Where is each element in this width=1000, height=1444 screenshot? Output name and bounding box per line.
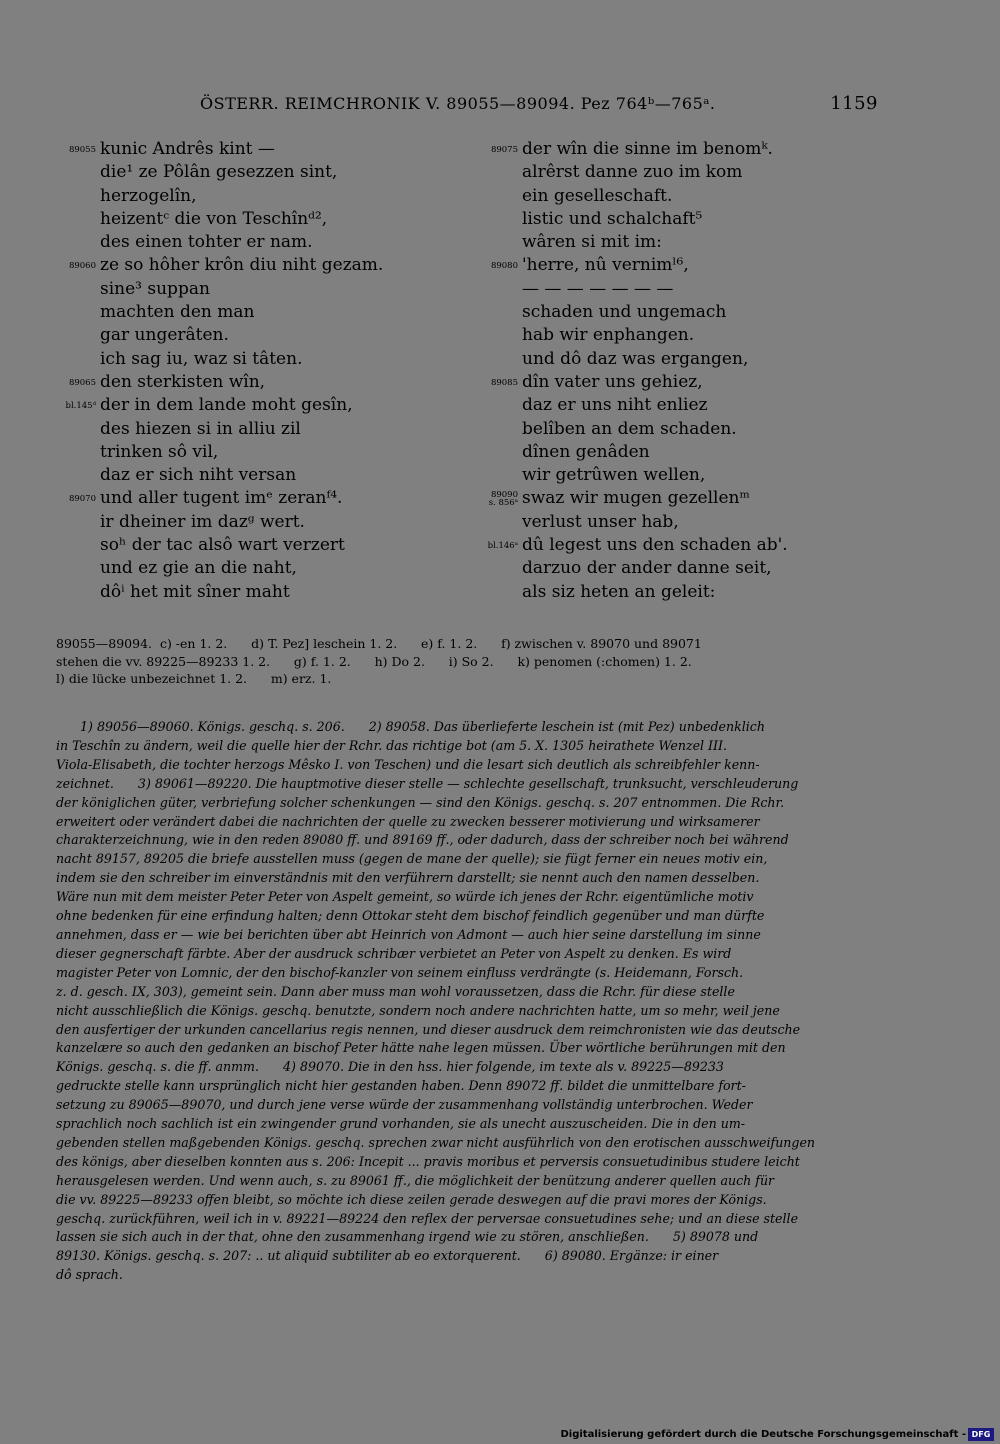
verse-text: wâren si mit im: bbox=[522, 232, 662, 253]
verse-text: der in dem lande moht gesîn, bbox=[100, 395, 353, 416]
note-line: die vv. 89225—89233 offen bleibt, so möchte ich diese zeilen gerade deswegen auf die pravi mores der Königs. bbox=[56, 1191, 767, 1207]
verse-text: sine³ suppan bbox=[100, 278, 210, 299]
verse-number: 89085 bbox=[490, 377, 518, 388]
note-line: zeichnet. 3) 89061—89220. Die hauptmotive dieser stelle — schlechte gesellschaft, trunksucht, verschleuderung bbox=[56, 775, 799, 791]
note-line: ohne bedenken für eine erfindung halten; denn Ottokar steht dem bischof feindlich gegenüber und man dürfte bbox=[56, 908, 765, 924]
verse-number: bl.146ᵃ bbox=[487, 541, 518, 552]
note-line: lassen sie sich auch in der that, ohne den zusammenhang irgend wie zu stören, anschließen. 5) 89078 und bbox=[56, 1229, 759, 1245]
footer bbox=[0, 1428, 998, 1442]
verse-text: gar ungerâten. bbox=[100, 325, 229, 346]
verse-column-right bbox=[470, 138, 880, 604]
note-line: magister Peter von Lomnic, der den bischof-kanzler von seinem einfluss verdrängte (s. Heidemann, Forsch. bbox=[56, 964, 744, 980]
verse-text: 'herre, nû vernimˡ⁶, bbox=[522, 255, 689, 276]
verse-text: — — — — — — — bbox=[522, 278, 674, 299]
verse-line bbox=[470, 161, 880, 184]
note-line: Königs. geschq. s. die ff. anmm. 4) 89070. Die in den hss. hier folgende, im texte als v. 89225—89233 bbox=[56, 1059, 724, 1075]
verse-line bbox=[470, 254, 880, 277]
verse-text: daz er sich niht versan bbox=[100, 465, 297, 486]
verse-text: und aller tugent imᵉ zeranᶠ⁴. bbox=[100, 488, 343, 509]
note-line: Wäre nun mit dem meister Peter Peter von Aspelt gemeint, so würde ich jenes der Rchr. eigentümliche motiv bbox=[56, 889, 754, 905]
verse-text: dîn vater uns gehiez, bbox=[522, 371, 703, 392]
verse-number: 89060 bbox=[68, 261, 96, 272]
verse-text: ein geselleschaft. bbox=[522, 185, 673, 206]
verse-line bbox=[470, 185, 880, 208]
note-line: des königs, aber dieselben konnten aus s. 206: Incepit ... pravis moribus et perversis consuetudinibus studere leicht bbox=[56, 1153, 800, 1169]
note-line: kanzelære so auch den gedanken an bischof Peter hätte nahe legen müssen. Über wörtliche berührungen mit den bbox=[56, 1040, 786, 1056]
verse-text: machten den man bbox=[100, 302, 255, 323]
verse-text: dû legest uns den schaden ab'. bbox=[522, 535, 788, 556]
verse-line bbox=[48, 534, 458, 557]
verse-line bbox=[470, 464, 880, 487]
verse-line bbox=[470, 301, 880, 324]
verse-text: herzogelîn, bbox=[100, 185, 197, 206]
verse-text: trinken sô vil, bbox=[100, 441, 219, 462]
verse-line bbox=[470, 581, 880, 604]
verse-line bbox=[48, 418, 458, 441]
verse-line bbox=[470, 487, 880, 510]
verse-line bbox=[48, 394, 458, 417]
verse-text: ich sag iu, waz si tâten. bbox=[100, 348, 303, 369]
verse-text: den sterkisten wîn, bbox=[100, 371, 266, 392]
note-line: gebenden stellen maßgebenden Königs. geschq. sprechen zwar nicht ausführlich von den erotischen ausschweifungen bbox=[56, 1134, 816, 1150]
note-line: 1) 89056—89060. Königs. geschq. s. 206. 2) 89058. Das überlieferte leschein ist (mit Pez) unbedenklich bbox=[56, 719, 765, 734]
note-line: annehmen, dass er — wie bei berichten über abt Heinrich von Admont — auch hier seine darstellung im sinne bbox=[56, 926, 761, 942]
verse-text: wir getrûwen wellen, bbox=[522, 465, 706, 486]
verse-line bbox=[48, 161, 458, 184]
verse-text: und dô daz was ergangen, bbox=[522, 348, 749, 369]
verse-text: des einen tohter er nam. bbox=[100, 232, 313, 253]
verse-line bbox=[48, 511, 458, 534]
verse-text: als siz heten an geleit: bbox=[522, 581, 716, 602]
verse-number: 89055 bbox=[68, 145, 96, 155]
note-line: erweitert oder verändert dabei die nachrichten der quelle zu zwecken besserer motivierung und wirksamerer bbox=[56, 813, 760, 829]
note-line: nicht ausschließlich die Königs. geschq. benutzte, sondern noch andere nachrichten hatte, um so mehr, weil jene bbox=[56, 1002, 780, 1018]
verse-number: 89070 bbox=[68, 494, 96, 505]
verse-line bbox=[470, 418, 880, 441]
verse-text: kunic Andrês kint — bbox=[100, 139, 275, 159]
critical-apparatus bbox=[56, 635, 874, 688]
verse-line bbox=[48, 581, 458, 604]
apparatus-line: 89055—89094. c) -en 1. 2. d) T. Pez] leschein 1. 2. e) f. 1. 2. f) zwischen v. 89070 und 89071 bbox=[56, 636, 702, 651]
verse-text: und ez gie an die naht, bbox=[100, 558, 297, 579]
note-line: setzung zu 89065—89070, und durch jene verse würde der zusammenhang vollständig unterbrochen. Weder bbox=[56, 1097, 753, 1113]
verse-text: alrêrst danne zuo im kom bbox=[522, 162, 743, 183]
verse-line bbox=[470, 511, 880, 534]
verse-text: ze so hôher krôn diu niht gezam. bbox=[100, 255, 384, 276]
verse-line bbox=[470, 324, 880, 347]
verse-text: heizentᶜ die von Teschînᵈ², bbox=[100, 208, 328, 229]
verse-line bbox=[48, 371, 458, 394]
verse-line bbox=[470, 138, 880, 161]
verse-text: die¹ ze Pôlân gesezzen sint, bbox=[100, 162, 338, 183]
verse-line bbox=[48, 348, 458, 371]
verse-column-left bbox=[48, 138, 458, 604]
verse-line bbox=[48, 464, 458, 487]
verse-number: 89065 bbox=[68, 377, 96, 388]
verse-number: 89075 bbox=[490, 145, 518, 155]
page-number: 1159 bbox=[830, 93, 878, 114]
verse-line bbox=[48, 557, 458, 580]
verse-text: daz er uns niht enliez bbox=[522, 395, 708, 416]
verse-text: ir dheiner im dazᵍ wert. bbox=[100, 511, 305, 532]
note-line: dô sprach. bbox=[56, 1267, 123, 1283]
note-line: in Teschîn zu ändern, weil die quelle hier der Rchr. das richtige bot (am 5. X. 1305 heirathete Wenzel III. bbox=[56, 737, 727, 753]
verse-line bbox=[470, 371, 880, 394]
verse-line bbox=[470, 208, 880, 231]
note-line: geschq. zurückführen, weil ich in v. 89221—89224 den reflex der perversae consuetudines sehe; und an diese stelle bbox=[56, 1210, 799, 1226]
note-line: den ausfertiger der urkunden cancellarius regis nennen, und dieser ausdruck dem reimchronisten wie das deutsche bbox=[56, 1021, 801, 1037]
verse-line bbox=[470, 534, 880, 557]
verse-line bbox=[470, 348, 880, 371]
verse-line bbox=[470, 231, 880, 254]
verse-line bbox=[48, 254, 458, 277]
verse-text: belîben an dem schaden. bbox=[522, 418, 737, 439]
verse-text: schaden und ungemach bbox=[522, 302, 727, 323]
verse-line bbox=[470, 278, 880, 301]
apparatus-line: stehen die vv. 89225—89233 1. 2. g) f. 1. 2. h) Do 2. i) So 2. k) penomen (:chomen) 1. 2. bbox=[56, 653, 692, 669]
note-line: charakterzeichnung, wie in den reden 89080 ff. und 89169 ff., oder dadurch, dass der schreiber noch bei während bbox=[56, 832, 789, 848]
note-line: herausgelesen werden. Und wenn auch, s. zu 89061 ff., die möglichkeit der benützung anderer quellen auch für bbox=[56, 1172, 775, 1188]
running-title: ÖSTERR. REIMCHRONIK V. 89055—89094. Pez 764ᵇ—765ᵃ. bbox=[200, 94, 716, 113]
note-line: nacht 89157, 89205 die briefe ausstellen muss (gegen de mane der quelle); sie fügt ferner ein neues motiv ein, bbox=[56, 851, 768, 867]
note-line: gedruckte stelle kann ursprünglich nicht hier gestanden haben. Denn 89072 ff. bildet die unmittelbare fort- bbox=[56, 1078, 746, 1094]
verse-text: darzuo der ander danne seit, bbox=[522, 558, 772, 579]
verse-text: der wîn die sinne im benomᵏ. bbox=[522, 139, 773, 159]
note-line: sprachlich noch sachlich ist ein zwingender grund vorhanden, sie als unecht auszuscheiden. Die in den um- bbox=[56, 1116, 746, 1132]
running-header bbox=[60, 94, 878, 120]
verse-line bbox=[48, 138, 458, 161]
apparatus-line: l) die lücke unbezeichnet 1. 2. m) erz. 1. bbox=[56, 671, 332, 686]
verse-line bbox=[48, 278, 458, 301]
verse-number: 89080 bbox=[490, 261, 518, 272]
note-line: z. d. gesch. IX, 303), gemeint sein. Dann aber muss man wohl voraussetzen, dass die Rchr. für diese stelle bbox=[56, 983, 735, 999]
verse-text: swaz wir mugen gezellenᵐ bbox=[522, 488, 750, 509]
verse-text: dînen genâden bbox=[522, 441, 650, 462]
dfg-logo: DFG bbox=[968, 1428, 994, 1441]
verse-line bbox=[470, 557, 880, 580]
verse-text: verlust unser hab, bbox=[522, 511, 679, 532]
verse-text: listic und schalchaft⁵ bbox=[522, 208, 703, 229]
verse-line bbox=[48, 324, 458, 347]
verse-number: 89090 s. 856ᵃ bbox=[488, 490, 518, 509]
verse-line bbox=[48, 231, 458, 254]
verse-line bbox=[470, 441, 880, 464]
verse-line bbox=[48, 441, 458, 464]
verse-line bbox=[48, 185, 458, 208]
commentary-notes bbox=[56, 718, 874, 1285]
funding-notice: Digitalisierung gefördert durch die Deutsche Forschungsgemeinschaft - bbox=[560, 1429, 966, 1440]
verse-number: bl.145ᵈ bbox=[65, 401, 96, 412]
verse-text: hab wir enphangen. bbox=[522, 325, 695, 346]
verse-text: dôⁱ het mit sîner maht bbox=[100, 581, 290, 602]
verse-line bbox=[48, 487, 458, 510]
note-line: Viola-Elisabeth, die tochter herzogs Mêsko I. von Teschen) und die lesart sich deutlich als schreibfehler kenn- bbox=[56, 756, 760, 772]
verse-line bbox=[48, 208, 458, 231]
note-line: indem sie den schreiber im einverständnis mit den verführern darstellt; sie nennt auch den namen desselben. bbox=[56, 870, 760, 886]
verse-text: soʰ der tac alsô wart verzert bbox=[100, 535, 345, 556]
verse-line bbox=[470, 394, 880, 417]
note-line: der königlichen güter, verbriefung solcher schenkungen — sind den Königs. geschq. s. 207 entnommen. Die Rchr. bbox=[56, 794, 785, 810]
verse-line bbox=[48, 301, 458, 324]
note-line: dieser gegnerschaft färbte. Aber der ausdruck schribær verbietet an Peter von Aspelt zu denken. Es wird bbox=[56, 945, 732, 961]
verse-text: des hiezen si in alliu zil bbox=[100, 418, 301, 439]
note-line: 89130. Königs. geschq. s. 207: .. ut aliquid subtiliter ab eo extorquerent. 6) 89080. Ergänze: ir einer bbox=[56, 1248, 719, 1264]
